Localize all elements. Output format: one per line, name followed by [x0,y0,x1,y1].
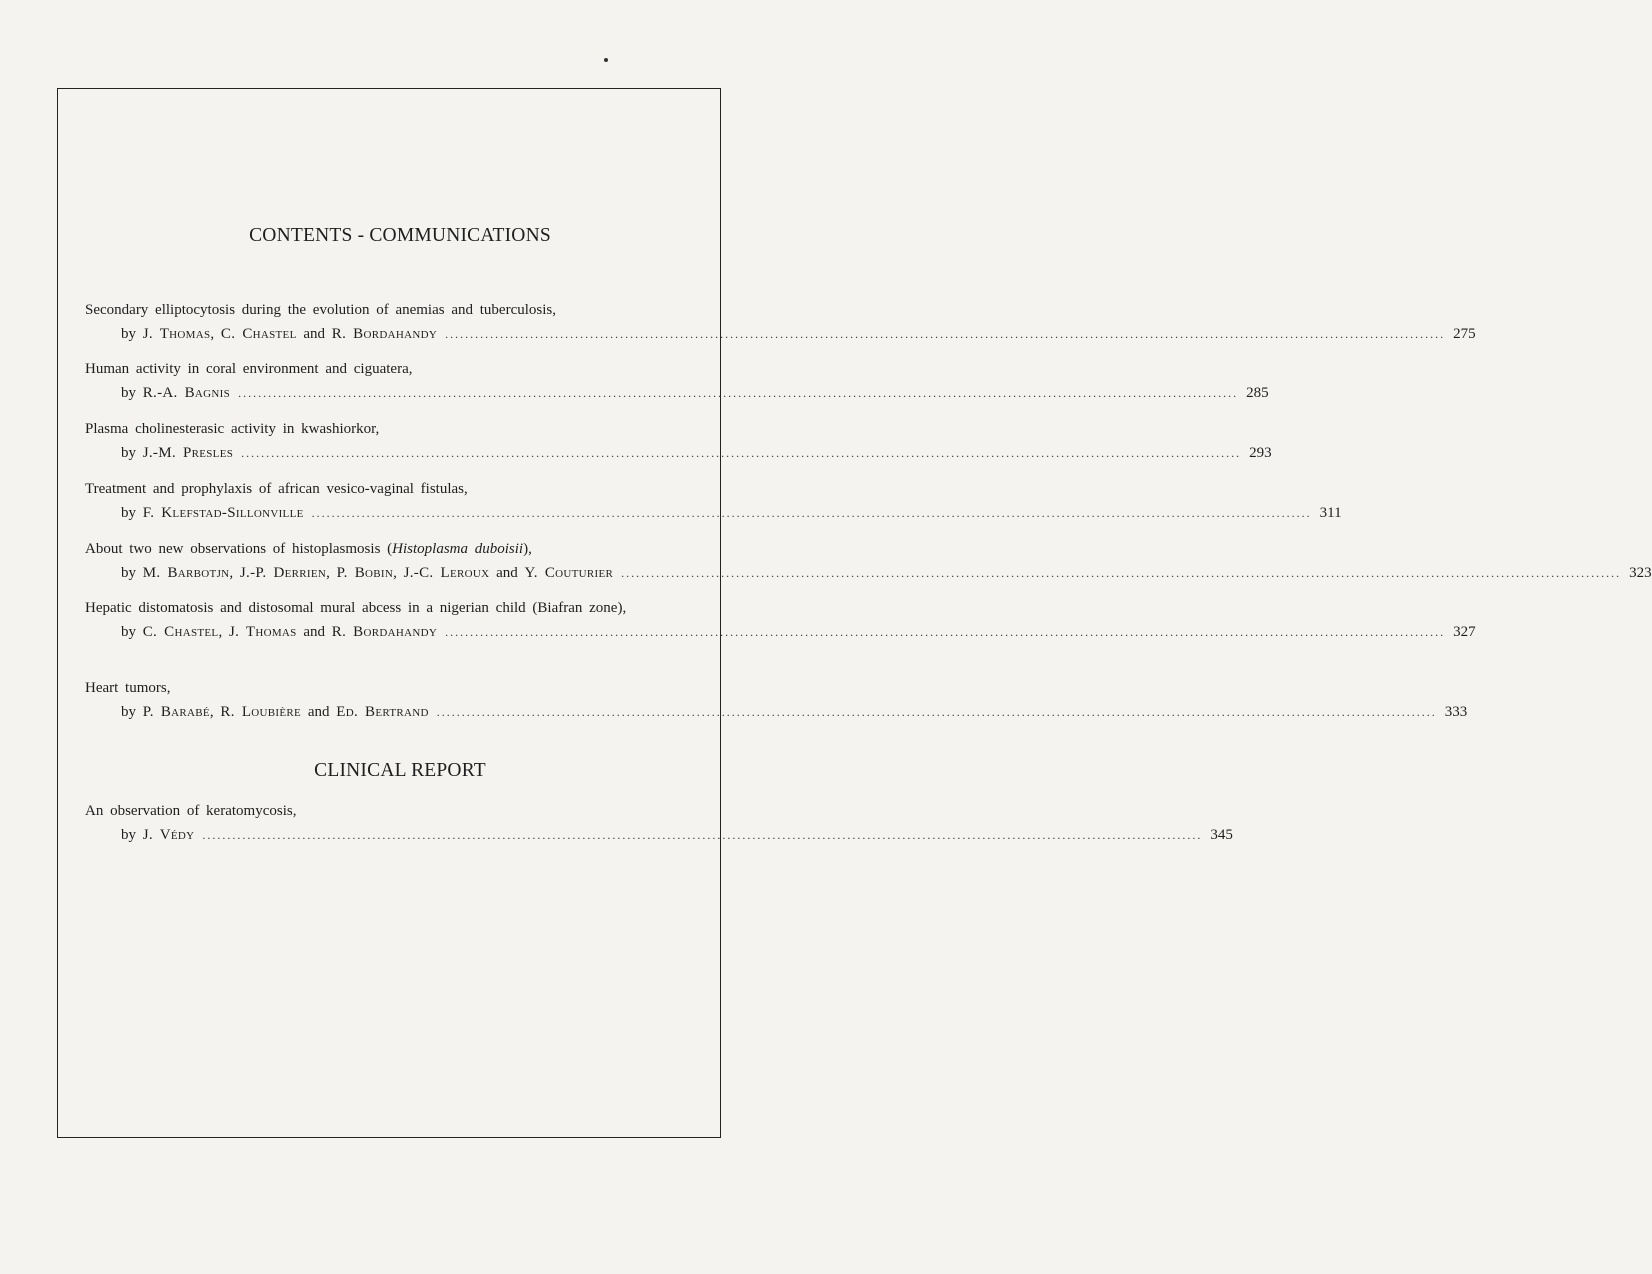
author-separator: , [393,565,404,581]
author-separator: and [489,565,525,581]
author-name: P. Barabé [142,704,210,720]
author-name: C. Chastel [142,624,219,640]
toc-entry [85,537,1652,585]
author-name: J.-M. Presles [142,445,234,461]
author-name: J. Védy [142,827,195,843]
ink-speck [604,58,608,62]
entry-byline [85,700,1468,724]
author-separator: , [326,565,337,581]
entry-authors: by J.-M. Presles [121,445,234,461]
toc-entry [85,799,1233,847]
author-separator: and [296,624,332,640]
page-number: 333 [1444,704,1468,720]
dot-leader: ........................................................................................................................................................................................................ [445,327,1446,341]
entry-byline [85,501,1342,525]
author-name: J. Thomas [228,624,297,640]
entry-authors: by C. Chastel, J. Thomas and R. Bordahandy [121,624,438,640]
author-separator: , [209,704,221,720]
page-number: 275 [1453,326,1476,342]
entry-authors: by M. Barbotjn, J.-P. Derrien, P. Bobin, J.-C. Leroux and Y. Couturier [121,565,614,581]
contents-communications-heading: CONTENTS - COMMUNICATIONS [249,225,551,246]
entry-title: Hepatic distomatosis and distosomal mural abcess in a nigerian child (Biafran zone), [85,600,627,616]
entry-byline [85,620,1476,644]
author-name: R. Loubière [220,704,302,720]
page-number: 285 [1246,385,1269,401]
author-separator: and [301,704,337,720]
entry-authors: by R.-A. Bagnis [121,385,231,401]
page-number: 345 [1210,827,1233,843]
dot-leader: ........................................................................................................................................................................................................ [202,828,1203,842]
entry-byline [85,561,1652,585]
author-name: C. Chastel [220,326,297,342]
page-number: 323 [1629,565,1652,581]
toc-entry [85,676,1468,724]
dot-leader: ........................................................................................................................................................................................................ [445,625,1446,639]
entry-title: An observation of keratomycosis, [85,803,297,819]
author-name: J. Thomas [142,326,211,342]
clinical-report-heading: CLINICAL REPORT [314,760,486,781]
author-name: R.-A. Bagnis [142,385,231,401]
toc-entry [85,298,1476,346]
toc-entry [85,596,1476,644]
dot-leader: ........................................................................................................................................................................................................ [621,566,1622,580]
dot-leader: ........................................................................................................................................................................................................ [238,386,1239,400]
author-separator: and [296,326,332,342]
toc-entry [85,417,1272,465]
page-number: 311 [1319,505,1342,521]
author-name: F. Klefstad-Sillonville [142,505,304,521]
entry-title: Treatment and prophylaxis of african vesico-vaginal fistulas, [85,481,468,497]
entry-authors: by J. Thomas, C. Chastel and R. Bordahandy [121,326,438,342]
entry-byline [85,441,1272,465]
entry-title-italic: Histoplasma duboisii [392,541,524,557]
entry-authors: by F. Klefstad-Sillonville [121,505,304,521]
dot-leader: ........................................................................................................................................................................................................ [241,446,1242,460]
author-name: M. Barbotjn [142,565,230,581]
dot-leader: ........................................................................................................................................................................................................ [311,506,1312,520]
toc-entry [85,357,1269,405]
toc-entry [85,477,1342,525]
entry-title: About two new observations of histoplasmosis (Histoplasma duboisii), [85,541,532,557]
entry-title: Human activity in coral environment and ciguatera, [85,361,413,377]
author-name: R. Bordahandy [331,326,438,342]
entry-title: Heart tumors, [85,680,171,696]
author-separator: , [229,565,240,581]
entry-title: Secondary elliptocytosis during the evolution of anemias and tuberculosis, [85,302,556,318]
entry-authors: by P. Barabé, R. Loubière and Ed. Bertrand [121,704,429,720]
dot-leader: ........................................................................................................................................................................................................ [436,705,1437,719]
page-number: 293 [1249,445,1272,461]
author-separator: , [210,326,221,342]
entry-byline [85,381,1269,405]
author-name: P. Bobin [336,565,394,581]
author-name: J.-C. Leroux [403,565,490,581]
entry-byline [85,322,1476,346]
page-number: 327 [1453,624,1476,640]
entry-byline [85,823,1233,847]
entry-authors: by J. Védy [121,827,195,843]
entry-title: Plasma cholinesterasic activity in kwashiorkor, [85,421,380,437]
author-name: Y. Couturier [524,565,614,581]
author-separator: , [218,624,229,640]
author-name: J.-P. Derrien [239,565,327,581]
author-name: Ed. Bertrand [336,704,429,720]
author-name: R. Bordahandy [331,624,438,640]
